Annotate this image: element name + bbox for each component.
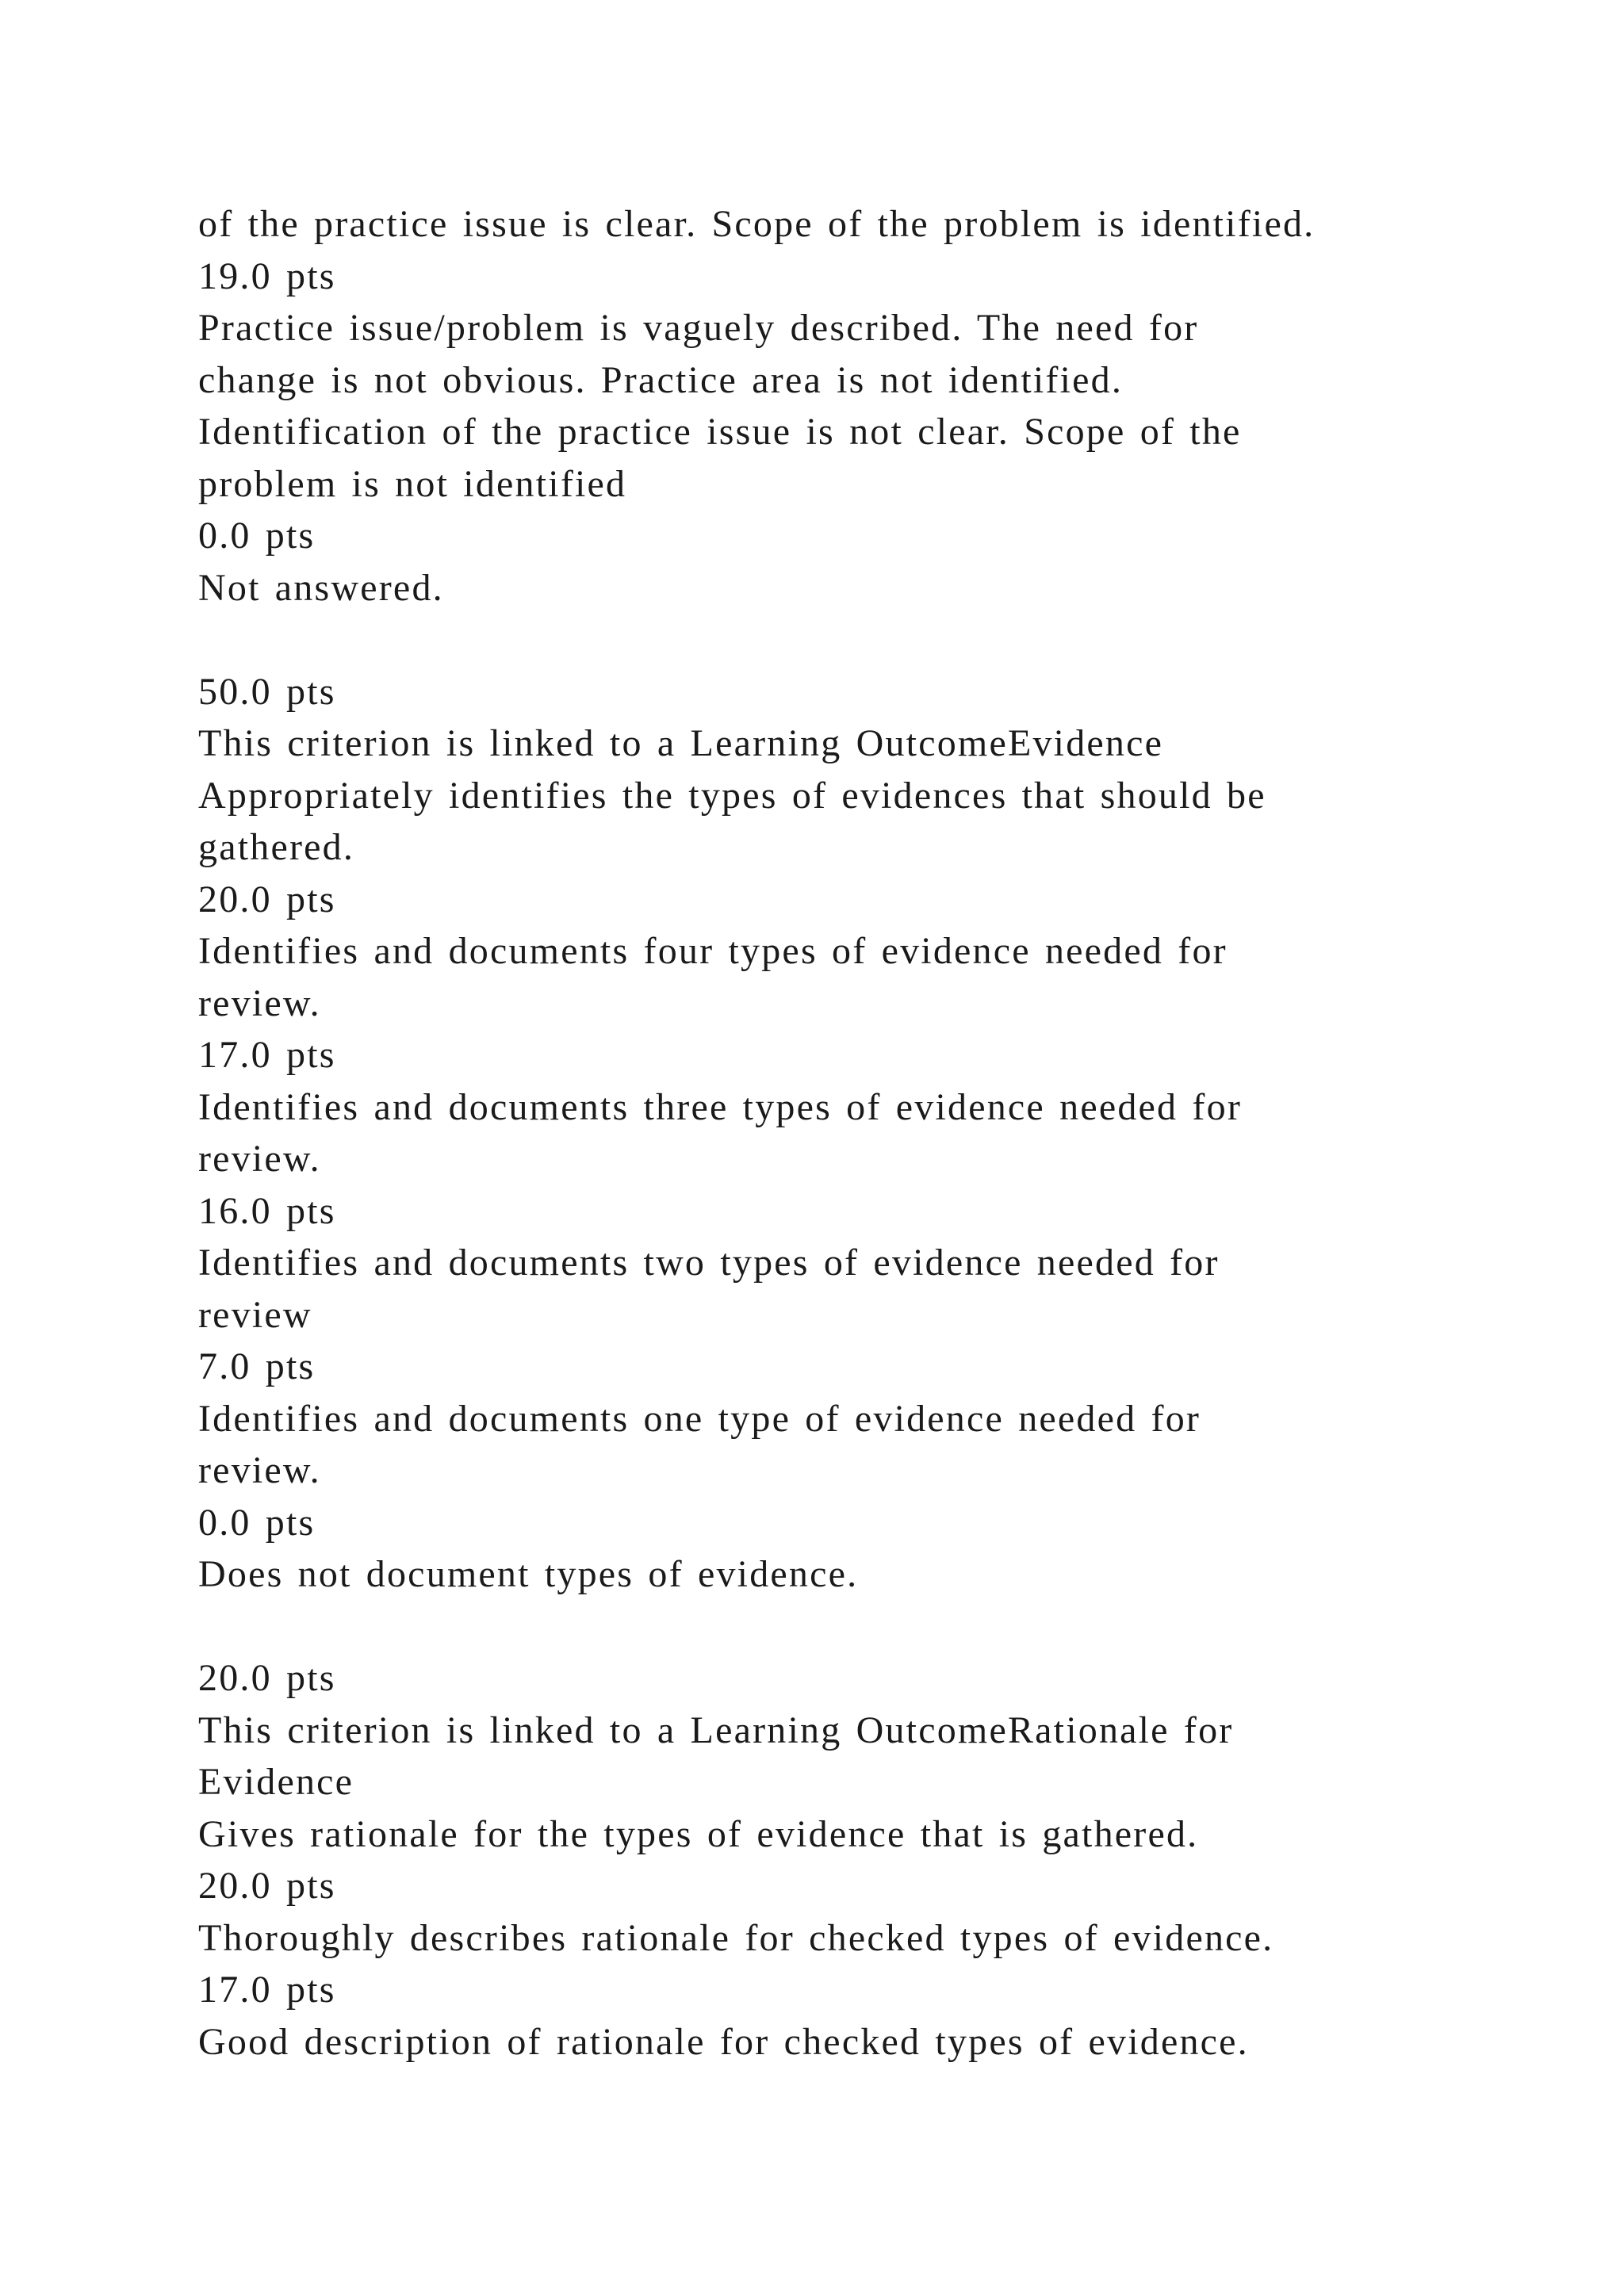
text-line: Good description of rationale for checked types of evidence. [198,2020,1249,2063]
text-line: Identifies and documents three types of evidence needed for [198,1085,1243,1128]
blank-line [198,1601,1507,1653]
points-line: 0.0 pts [198,1501,316,1544]
points-line: 20.0 pts [198,1657,336,1699]
blank-line [198,614,1507,666]
text-line: Identification of the practice issue is not clear. Scope of the [198,411,1242,453]
text-line: review [198,1293,312,1336]
text-line: Gives rationale for the types of evidence that is gathered. [198,1812,1199,1855]
points-line: 17.0 pts [198,1034,336,1076]
text-line: Not answered. [198,566,444,609]
points-line: 50.0 pts [198,670,336,713]
text-line: Identifies and documents two types of evidence needed for [198,1242,1220,1284]
text-line: Identifies and documents four types of evidence needed for [198,930,1228,972]
text-line: gathered. [198,826,355,868]
text-line: of the practice issue is clear. Scope of the problem is identified. [198,203,1316,245]
text-line: Thoroughly describes rationale for checked types of evidence. [198,1916,1274,1959]
points-line: 17.0 pts [198,1969,336,2011]
text-line: review. [198,982,321,1024]
text-line: change is not obvious. Practice area is not identified. [198,358,1124,401]
points-line: 0.0 pts [198,515,316,557]
points-line: 16.0 pts [198,1189,336,1232]
text-line: Identifies and documents one type of evidence needed for [198,1397,1201,1440]
text-line: Does not document types of evidence. [198,1553,859,1595]
text-line: review. [198,1138,321,1180]
points-line: 20.0 pts [198,878,336,920]
document-page [198,198,1507,2068]
criterion-title: This criterion is linked to a Learning OutcomeRationale for [198,1709,1234,1751]
points-line: 20.0 pts [198,1865,336,1907]
criterion-title: This criterion is linked to a Learning OutcomeEvidence [198,722,1164,764]
text-line: problem is not identified [198,462,627,505]
text-line: Evidence [198,1761,354,1803]
points-line: 7.0 pts [198,1345,316,1387]
points-line: 19.0 pts [198,254,336,297]
text-line: Appropriately identifies the types of evidences that should be [198,774,1266,817]
text-line: review. [198,1449,321,1491]
text-line: Practice issue/problem is vaguely described. The need for [198,307,1199,349]
